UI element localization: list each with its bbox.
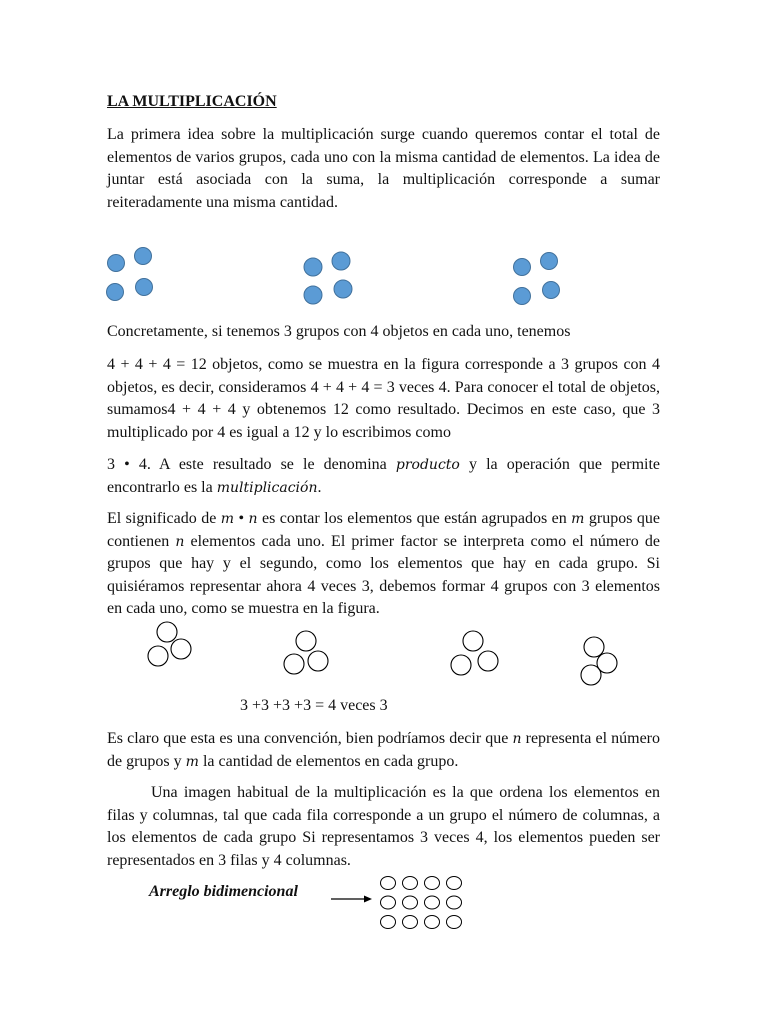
array-cell-circle [425,896,440,909]
array-cell-circle [381,877,396,890]
outline-circle [308,651,328,671]
page-title: LA MULTIPLICACIÓN [107,93,277,110]
blue-dot [334,280,352,298]
meaning-text-c: grupos que contienen [107,510,660,550]
array-cell-circle [381,916,396,929]
outline-circle [148,646,168,666]
dot-group-3 [514,253,560,305]
circle-group-1 [148,622,191,666]
convention-text-a: Es claro que esta es una convención, bien podríamos decir que [107,730,513,747]
var-m: m [571,511,585,527]
product-text-b: y la operación que permite encontrarlo es la [107,456,661,496]
blue-dot [136,279,153,296]
meaning-paragraph [107,508,660,621]
var-n: n [512,731,522,747]
product-text-a: 3 • 4. A este resultado se le denomina [107,456,396,473]
blue-dot [108,255,125,272]
blue-dot [332,252,350,270]
image-paragraph: Una imagen habitual de la multiplicación es la que ordena los elementos en filas y columnas, tal que cada fila corresponde a un grupo el número de columnas, a los elementos de cada grupo Si representamos 3 veces 4, los elementos pueden ser representados en 3 filas y 4 columnas. [107,784,660,869]
arrow-icon [331,896,372,903]
blue-dot [543,282,560,299]
outline-circle [451,655,471,675]
meaning-text-b: es contar los elementos que están agrupados en [257,510,572,527]
concretely-line: Concretamente, si tenemos 3 grupos con 4 objetos en cada uno, tenemos [107,323,571,340]
blue-dot [514,288,531,305]
array-cell-circle [447,877,462,890]
array-cell-circle [425,916,440,929]
array-cell-circle [403,896,418,909]
convention-text-c: la cantidad de elementos en cada grupo. [198,752,459,770]
meaning-text-d: elementos cada uno. El primer factor se interpreta como el número de grupos que hay y el segundo, como los elementos que hay en cada grupo. Si quisiéramos representar ahora 4 veces 3, debemos formar 4 grupos con 3 elementos en cada uno, como se muestra en la figura. [107,532,660,617]
array-cell-circle [447,916,462,929]
outline-circle [157,622,177,642]
outline-circle [171,639,191,659]
array-cell-circle [447,896,462,909]
dot-group-2 [304,252,352,304]
array-cell-circle [403,916,418,929]
outline-circle [584,637,604,657]
equation-line: 3 +3 +3 +3 = 4 veces 3 [240,697,388,714]
dot-group-1 [107,248,153,301]
var-n: n [175,533,185,550]
array-cell-circle [381,896,396,909]
outline-circle [284,654,304,674]
circle-group-4 [581,637,617,685]
outline-circle [478,651,498,671]
convention-paragraph [107,728,660,773]
array-cell-circle [403,877,418,890]
blue-dot [514,259,531,276]
outline-circle [463,631,483,651]
blue-dot [304,258,322,276]
var-m: m [220,511,235,527]
array-grid [381,877,462,929]
term-multiplication: multiplicación [216,479,318,496]
circle-group-3 [451,631,498,675]
blue-dot [304,286,322,304]
var-n: n [248,511,258,527]
meaning-text-a: El significado de [107,510,221,527]
blue-dot [541,253,558,270]
meaning-dot: • [234,510,249,527]
circle-group-2 [284,631,328,674]
var-m: m [185,753,199,770]
blue-dot [107,284,124,301]
term-product: producto [395,457,460,473]
array-label: Arreglo bidimencional [149,883,298,900]
intro-paragraph: La primera idea sobre la multiplicación surge cuando queremos contar el total de elementos de varios grupos, cada uno con la misma cantidad de elementos. La idea de juntar está asociada con la suma, la multiplicación corresponde a sumar reiteradamente una misma cantidad. [107,126,660,211]
convention-text-b: representa el número de grupos y [107,730,660,770]
outline-circle [296,631,316,651]
example-paragraph: 4 + 4 + 4 = 12 objetos, como se muestra en la figura corresponde a 3 grupos con 4 objetos, es decir, consideramos 4 + 4 + 4 = 3 veces 4. Para conocer el total de objetos, sumamos4 + 4 + 4 y obtenemos 12 como resultado. Decimos en este caso, que 3 multiplicado por 4 es igual a 12 y lo escribimos como [107,356,660,441]
outline-circle [581,665,601,685]
blue-dot [135,248,152,265]
product-paragraph [107,454,660,499]
product-text-c: . [317,478,322,496]
array-cell-circle [425,877,440,890]
